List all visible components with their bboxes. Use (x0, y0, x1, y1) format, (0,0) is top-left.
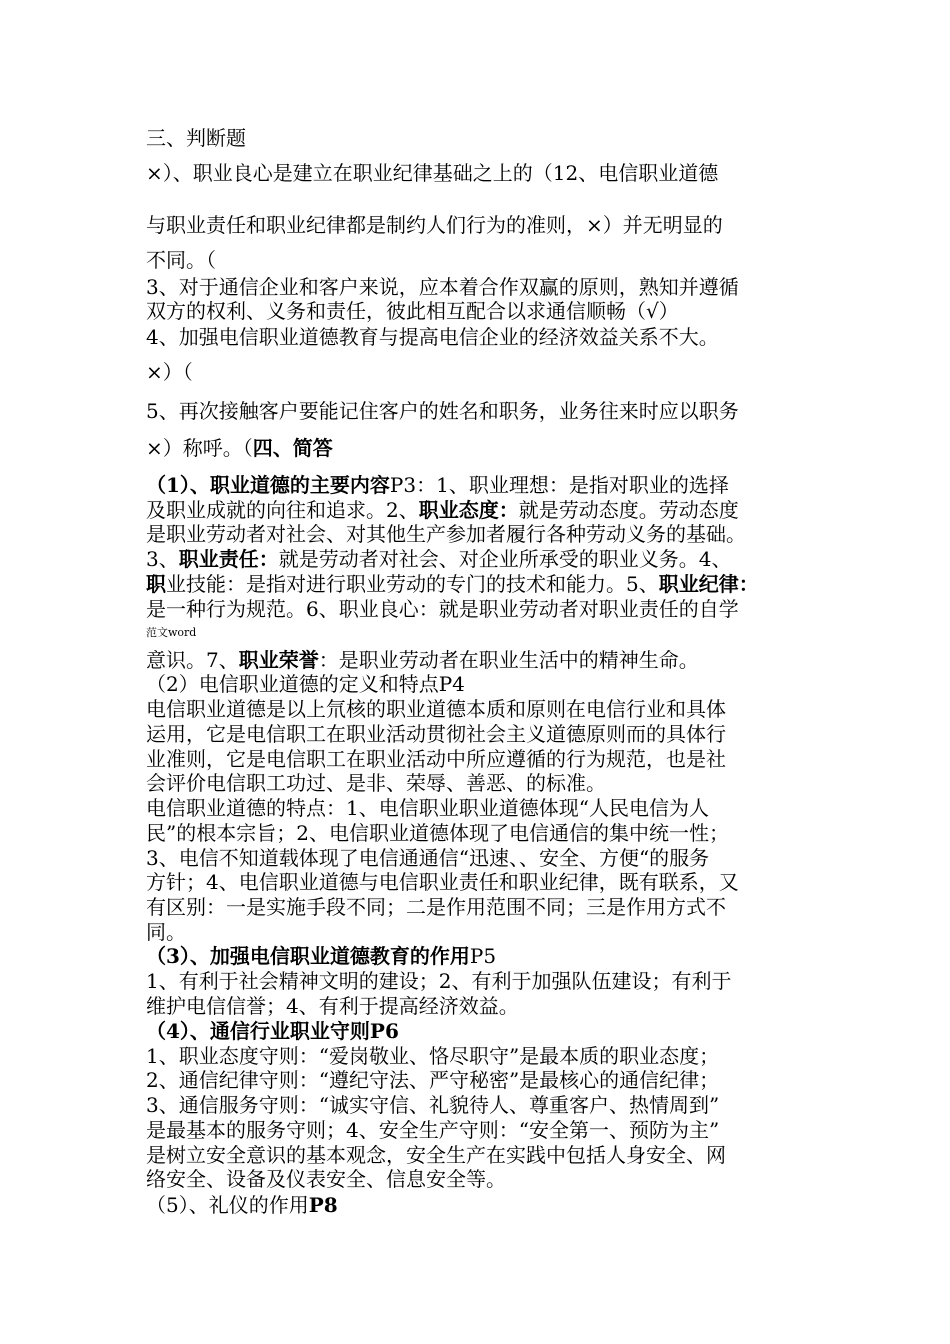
q2-line-4: 会评价电信职工功过、是非、荣辱、善恶、的标准。 (146, 771, 606, 795)
q1-line-1: （1）、职业道德的主要内容P3：1、职业理想：是指对职业的选择 (146, 473, 729, 497)
q3-title: （3）、加强电信职业道德教育的作用P5 (146, 944, 497, 968)
q4-line-2: 2、通信纪律守则：“遵纪守法、严守秘密”是最核心的通信纪律； (146, 1068, 720, 1092)
judgement-line-9: ×）称呼。（四、简答 (146, 436, 333, 460)
section-title-judgement: 三、判断题 (146, 126, 246, 150)
q5-title: （5）、礼仪的作用P8 (146, 1193, 338, 1217)
judgement-line-6: 4、加强电信职业道德教育与提高电信企业的经济效益关系不大。 (146, 325, 719, 349)
judgement-line-8: 5、再次接触客户要能记住客户的姓名和职务，业务往来时应以职务 (146, 399, 739, 423)
q1-line-5: 职业技能：是指对进行职业劳动的专门的技术和能力。5、职业纪律： (146, 572, 759, 596)
q4-line-4: 是最基本的服务守则；4、安全生产守则：“安全第一、预防为主” (146, 1118, 720, 1142)
q1-line-6: 是一种行为规范。6、职业良心：就是职业劳动者对职业责任的自学 (146, 597, 739, 621)
q2-line-10: 同。 (146, 920, 186, 944)
q1-line-2: 及职业成就的向往和追求。2、职业态度：就是劳动态度。劳动态度 (146, 498, 739, 522)
q4-line-5: 是树立安全意识的基本观念，安全生产在实践中包括人身安全、网 (146, 1143, 726, 1167)
section-title-short-answer: 四、简答 (252, 436, 333, 460)
judgement-line-1: ×）、职业良心是建立在职业纪律基础之上的（12、电信职业道德 (146, 161, 719, 185)
q2-line-6: 民”的根本宗旨；2、电信职业道德体现了电信通信的集中统一性； (146, 821, 729, 845)
q2-line-5: 电信职业道德的特点：1、电信职业职业道德体现“人民电信为人 (146, 796, 709, 820)
q3-line-1: 1、有利于社会精神文明的建设；2、有利于加强队伍建设；有利于 (146, 969, 732, 993)
q1-line-3: 是职业劳动者对社会、对其他生产参加者履行各种劳动义务的基础。 (146, 522, 746, 546)
q1-line-7: 意识。7、职业荣誉：是职业劳动者在职业生活中的精神生命。 (146, 648, 699, 672)
q4-line-1: 1、职业态度守则：“爱岗敬业、恪尽职守”是最本质的职业态度； (146, 1044, 720, 1068)
page-footer-label: 范文word (146, 626, 197, 639)
judgement-line-7: ×）（ (146, 360, 193, 384)
q4-line-3: 3、通信服务守则：“诚实守信、礼貌待人、尊重客户、热情周到” (146, 1093, 720, 1117)
q2-title: （2）电信职业道德的定义和特点P4 (146, 672, 465, 696)
q2-line-2: 运用，它是电信职工在职业活动贯彻社会主义道德原则而的具体行 (146, 722, 726, 746)
q2-line-8: 方针；4、电信职业道德与电信职业责任和职业纪律，既有联系，又 (146, 870, 739, 894)
judgement-line-5: 双方的权利、义务和责任，彼此相互配合以求通信顺畅（√） (146, 299, 679, 323)
judgement-line-2: 与职业责任和职业纪律都是制约人们行为的准则，×）并无明显的 (146, 213, 723, 237)
judgement-line-4: 3、对于通信企业和客户来说，应本着合作双赢的原则，熟知并遵循 (146, 275, 739, 299)
q2-line-7: 3、电信不知道载体现了电信通通信“迅速、、安全、方便“的服务 (146, 846, 710, 870)
q3-line-2: 维护电信信誉；4、有利于提高经济效益。 (146, 994, 519, 1018)
q2-line-9: 有区别：一是实施手段不同；二是作用范围不同；三是作用方式不 (146, 895, 726, 919)
q2-line-3: 业准则，它是电信职工在职业活动中所应遵循的行为规范，也是社 (146, 747, 726, 771)
judgement-line-3: 不同。（ (146, 248, 216, 272)
q1-line-4: 3、职业责任：就是劳动者对社会、对企业所承受的职业义务。4、 (146, 547, 732, 571)
q2-line-1: 电信职业道德是以上氘核的职业道德本质和原则在电信行业和具体 (146, 697, 726, 721)
q4-title: （4）、通信行业职业守则P6 (146, 1019, 399, 1043)
q4-line-6: 络安全、设备及仪表安全、信息安全等。 (146, 1167, 506, 1191)
